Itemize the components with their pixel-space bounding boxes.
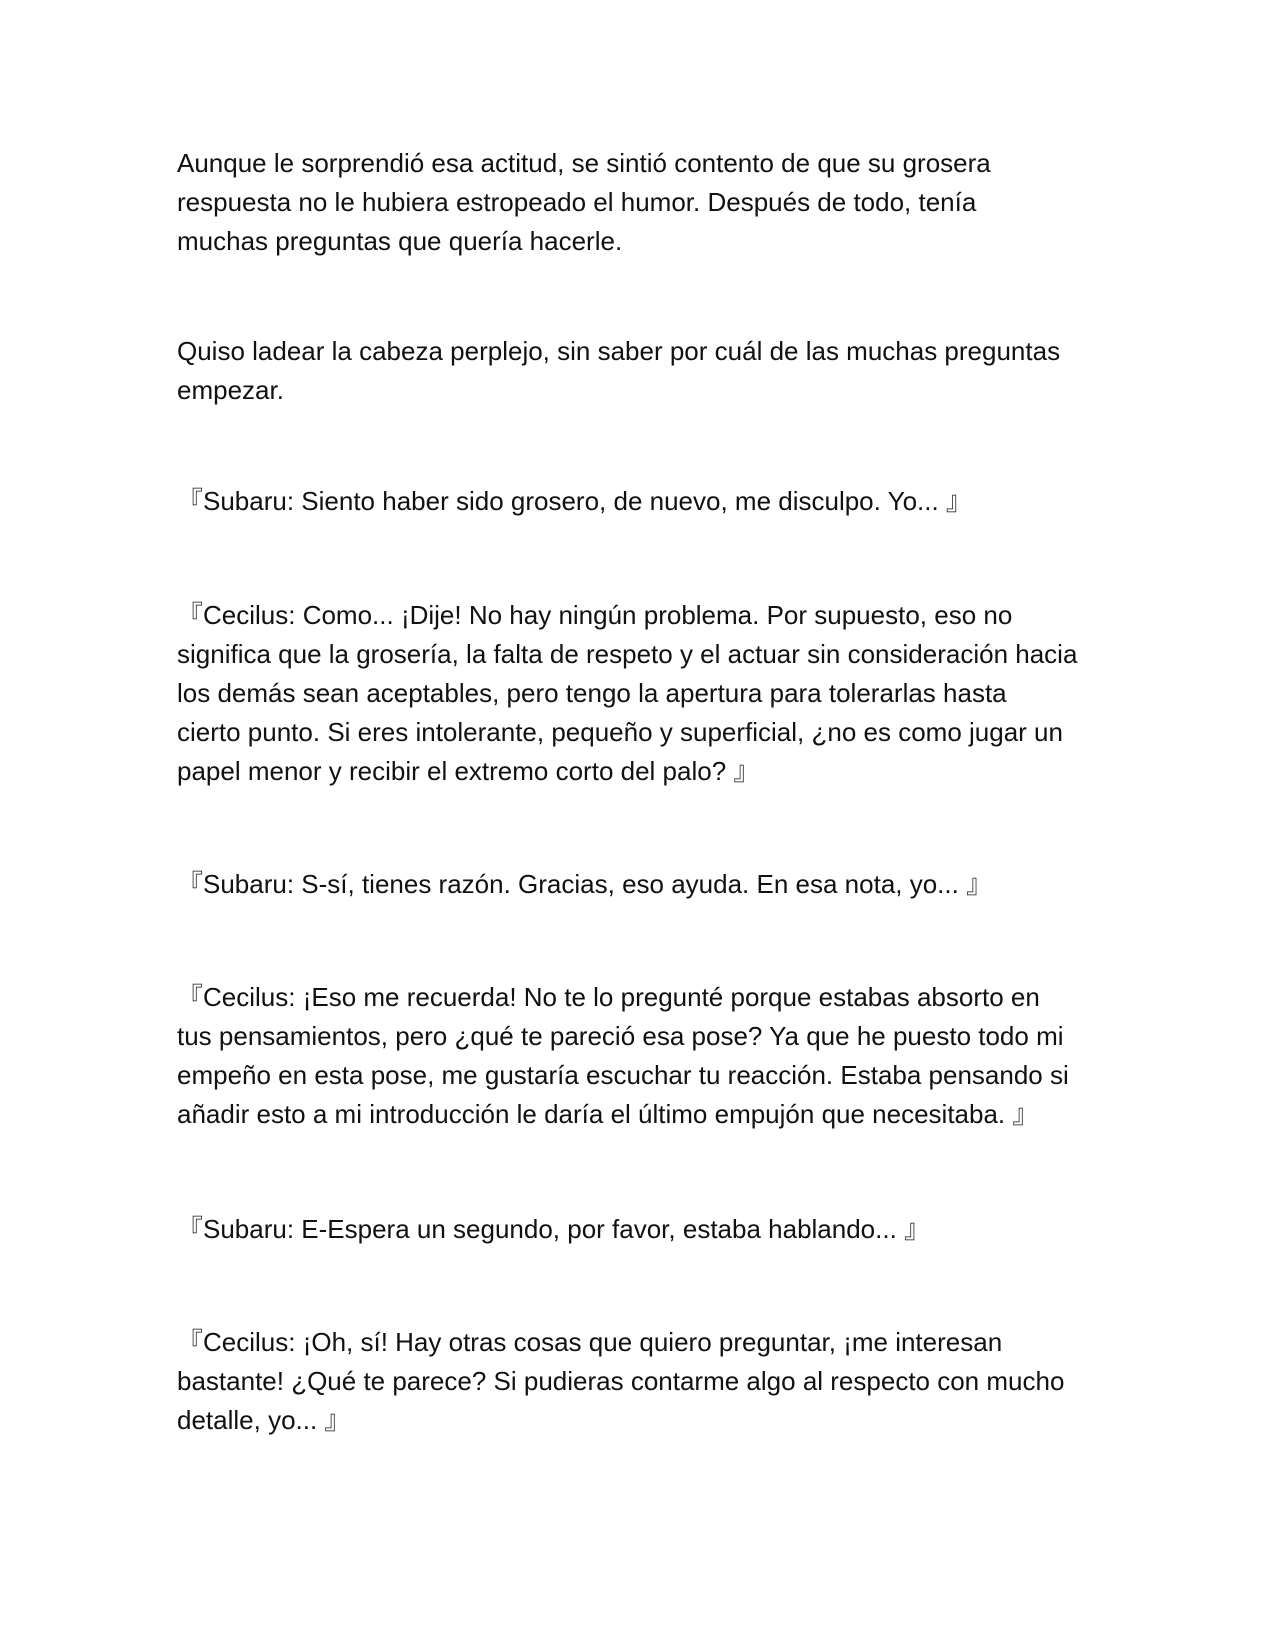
dialogue-cecilus: 『Cecilus: ¡Oh, sí! Hay otras cosas que quiero preguntar, ¡me interesan bastante! ¿Qué te parece? Si pudieras contarme algo al respecto con mucho detalle, yo... 』: [177, 1327, 1065, 1435]
dialogue-cecilus: 『Cecilus: ¡Eso me recuerda! No te lo pregunté porque estabas absorto en tus pensamientos, pero ¿qué te pareció esa pose? Ya que he puesto todo mi empeño en esta pose, me gustaría escuchar tu reacción. Estaba pensando si añadir esto a mi introducción le daría el último empujón que necesitaba. 』: [177, 982, 1069, 1129]
dialogue-subaru: 『Subaru: E-Espera un segundo, por favor, estaba hablando... 』: [177, 1214, 931, 1244]
narration-paragraph: Aunque le sorprendió esa actitud, se sintió contento de que su grosera respuesta no le hubiera estropeado el humor. Después de todo, tenía muchas preguntas que quería hacerle.: [177, 148, 991, 256]
dialogue-subaru: 『Subaru: S-sí, tienes razón. Gracias, eso ayuda. En esa nota, yo... 』: [177, 869, 993, 899]
dialogue-cecilus: 『Cecilus: Como... ¡Dije! No hay ningún problema. Por supuesto, eso no significa que la grosería, la falta de respeto y el actuar sin consideración hacia los demás sean aceptables, pero tengo la apertura para tolerarlas hasta cierto punto. Si eres intolerante, pequeño y superficial, ¿no es como jugar un papel menor y recibir el extremo corto del palo? 』: [177, 600, 1078, 786]
dialogue-subaru: 『Subaru: Siento haber sido grosero, de nuevo, me disculpo. Yo... 』: [177, 486, 972, 516]
narration-paragraph: Quiso ladear la cabeza perplejo, sin saber por cuál de las muchas preguntas empezar.: [177, 336, 1061, 405]
